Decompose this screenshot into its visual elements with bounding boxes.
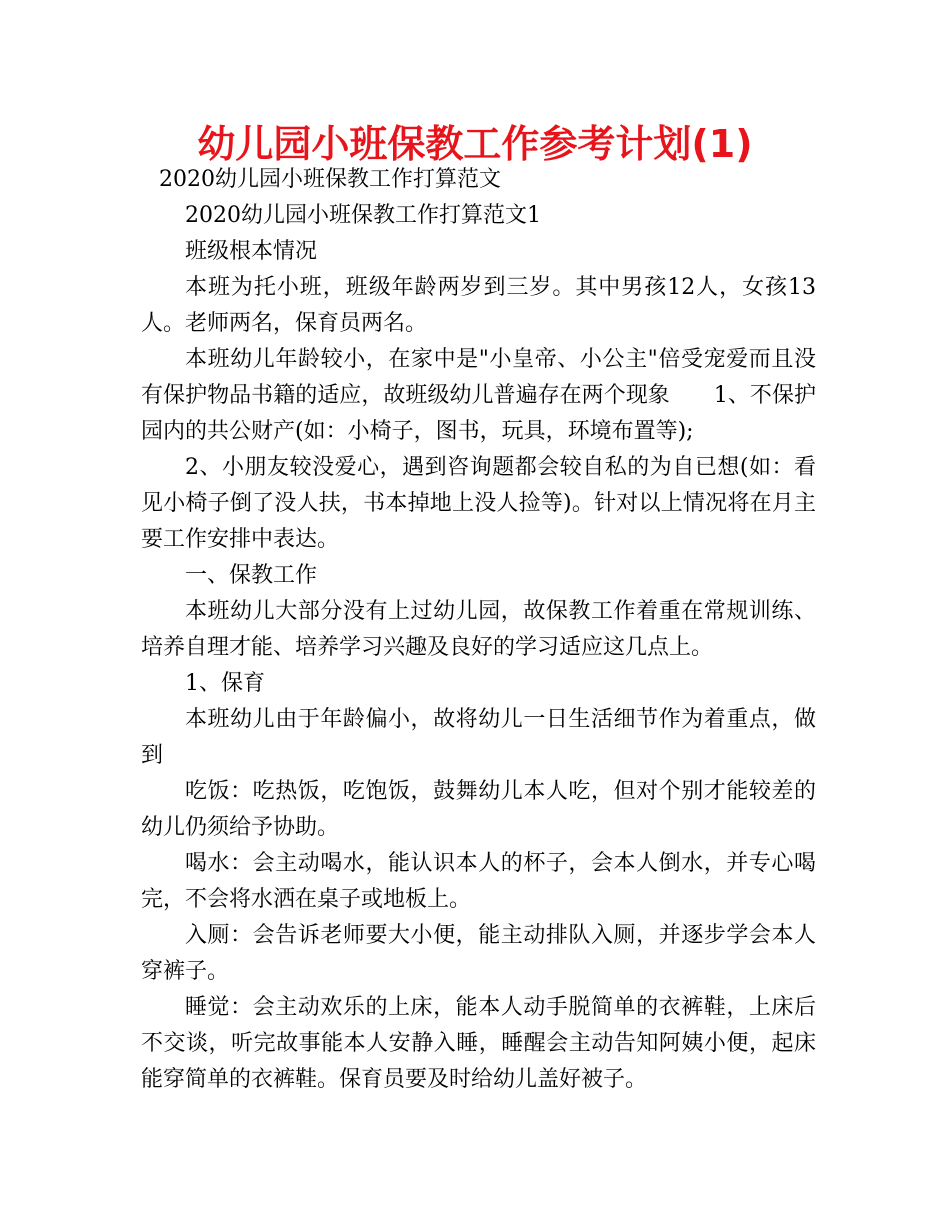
document-body xyxy=(141,162,816,1098)
paragraph: 本班为托小班，班级年龄两岁到三岁。其中男孩12人，女孩13人。老师两名，保育员两名。 xyxy=(141,275,816,336)
paragraph-sleeping: 睡觉：会主动欢乐的上床，能本人动手脱简单的衣裤鞋，上床后不交谈，听完故事能本人安静入睡，睡醒会主动告知阿姨小便，起床能穿简单的衣裤鞋。保育员要及时给幼儿盖好被子。 xyxy=(141,995,816,1092)
paragraph: 2、小朋友较没爱心，遇到咨询题都会较自私的为自已想(如：看见小椅子倒了没人扶，书本掉地上没人捡等)。针对以上情况将在月主要工作安排中表达。 xyxy=(141,455,816,552)
document-title: 幼儿园小班保教工作参考计划(1) xyxy=(197,122,753,166)
paragraph-subsection-care: 1、保育 xyxy=(185,671,265,696)
paragraph-section-care-education: 一、保教工作 xyxy=(185,563,318,588)
paragraph-subtitle: 2020幼儿园小班保教工作打算范文 xyxy=(159,167,501,192)
paragraph-toilet: 入厕：会告诉老师要大小便，能主动排队入厕，并逐步学会本人穿裤子。 xyxy=(141,923,816,984)
paragraph-heading-1: 2020幼儿园小班保教工作打算范文1 xyxy=(185,203,541,228)
paragraph-drinking: 喝水：会主动喝水，能认识本人的杯子，会本人倒水，并专心喝完，不会将水洒在桌子或地板上。 xyxy=(141,851,816,912)
paragraph: 本班幼儿年龄较小，在家中是"小皇帝、小公主"倍受宠爱而且没有保护物品书籍的适应，故班级幼儿普遍存在两个现象 1、不保护园内的共公财产(如：小椅子，图书，玩具，环境布置等); xyxy=(141,347,816,444)
paragraph-eating: 吃饭：吃热饭，吃饱饭，鼓舞幼儿本人吃，但对个别才能较差的幼儿仍须给予协助。 xyxy=(141,779,816,840)
paragraph-section-class-info: 班级根本情况 xyxy=(185,239,318,264)
paragraph: 本班幼儿大部分没有上过幼儿园，故保教工作着重在常规训练、培养自理才能、培养学习兴趣及良好的学习适应这几点上。 xyxy=(141,599,816,660)
paragraph: 本班幼儿由于年龄偏小，故将幼儿一日生活细节作为着重点，做到 xyxy=(141,707,816,768)
